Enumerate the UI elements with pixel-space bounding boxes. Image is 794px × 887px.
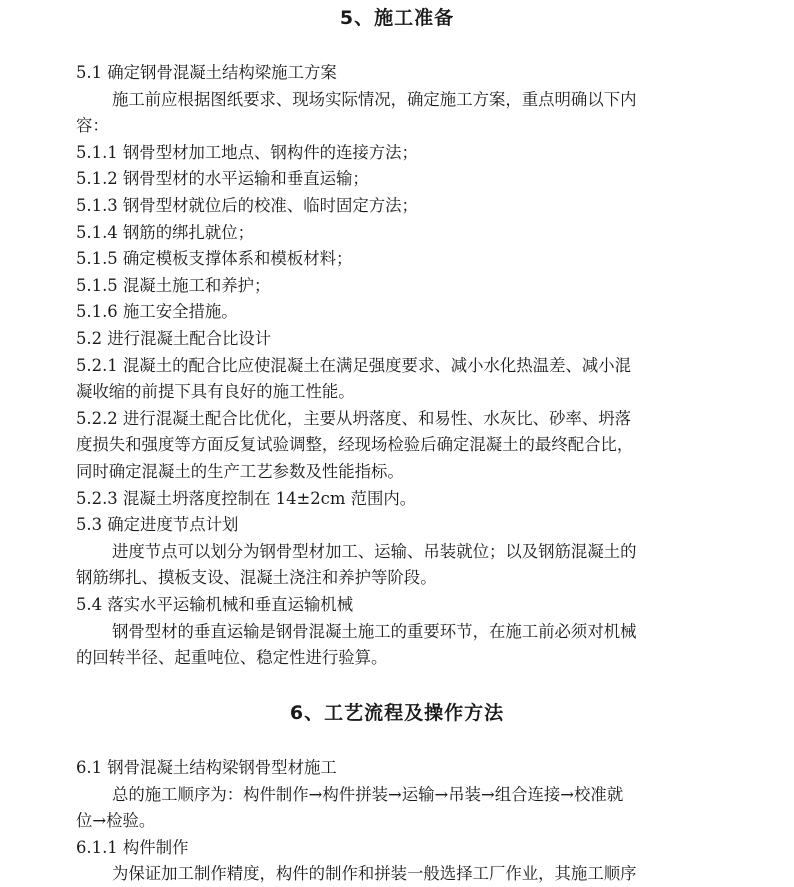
text-line: 5.1.2 钢骨型材的水平运输和垂直运输；	[76, 169, 369, 189]
text-line: 5.1.1 钢骨型材加工地点、钢构件的连接方法；	[76, 142, 418, 162]
text-line: 钢骨型材的垂直运输是钢骨混凝土施工的重要环节，在施工前必须对机械	[112, 621, 637, 641]
text-line: 进度节点可以划分为钢骨型材加工、运输、吊装就位；以及钢筋混凝土的	[112, 541, 637, 561]
text-line: 6.1.1 构件制作	[76, 837, 189, 857]
text-line: 5.2 进行混凝土配合比设计	[76, 329, 272, 348]
text-line: 凝收缩的前提下具有良好的施工性能。	[76, 382, 355, 402]
text-line: 总的施工顺序为：构件制作→构件拼装→运输→吊装→组合连接→校准就	[112, 784, 624, 804]
text-line: 为保证加工制作精度，构件的制作和拼装一般选择工厂作业，其施工顺序	[112, 864, 637, 884]
text-line: 施工前应根据图纸要求、现场实际情况，确定施工方案，重点明确以下内	[112, 89, 637, 109]
text-line: 度损失和强度等方面反复试验调整，经现场检验后确定混凝土的最终配合比，	[76, 435, 634, 455]
text-line: 容：	[76, 116, 109, 136]
text-line: 5.1.3 钢骨型材就位后的校准、临时固定方法；	[76, 196, 418, 215]
text-line: 5.2.1 混凝土的配合比应使混凝土在满足强度要求、减小水化热温差、减小混	[76, 355, 632, 375]
text-line: 5.1.6 施工安全措施。	[76, 302, 238, 322]
text-line: 5.3 确定进度节点计划	[76, 515, 239, 535]
text-line: 6.1 钢骨混凝土结构梁钢骨型材施工	[76, 758, 337, 777]
text-line: 同时确定混凝土的生产工艺参数及性能指标。	[76, 462, 404, 481]
text-line: 5.2.2 进行混凝土配合比优化，主要从坍落度、和易性、水灰比、砂率、坍落	[76, 408, 632, 428]
text-line: 位→检验。	[76, 811, 156, 831]
section-6-heading: 6、工艺流程及操作方法	[289, 702, 505, 724]
text-line: 5.1.5 混凝土施工和养护；	[76, 275, 271, 295]
text-line: 5.4 落实水平运输机械和垂直运输机械	[76, 595, 354, 614]
text-line: 5.1 确定钢骨混凝土结构梁施工方案	[76, 63, 337, 82]
section-5-heading: 5、施工准备	[339, 7, 455, 29]
text-line: 5.1.5 确定模板支撑体系和模板材料；	[76, 249, 353, 269]
text-line: 5.2.3 混凝土坍落度控制在 14±2cm 范围内。	[76, 488, 417, 508]
text-line: 钢筋绑扎、摸板支设、混凝土浇注和养护等阶段。	[76, 568, 437, 588]
text-line: 的回转半径、起重吨位、稳定性进行验算。	[76, 648, 388, 668]
text-line: 5.1.4 钢筋的绑扎就位；	[76, 222, 255, 242]
